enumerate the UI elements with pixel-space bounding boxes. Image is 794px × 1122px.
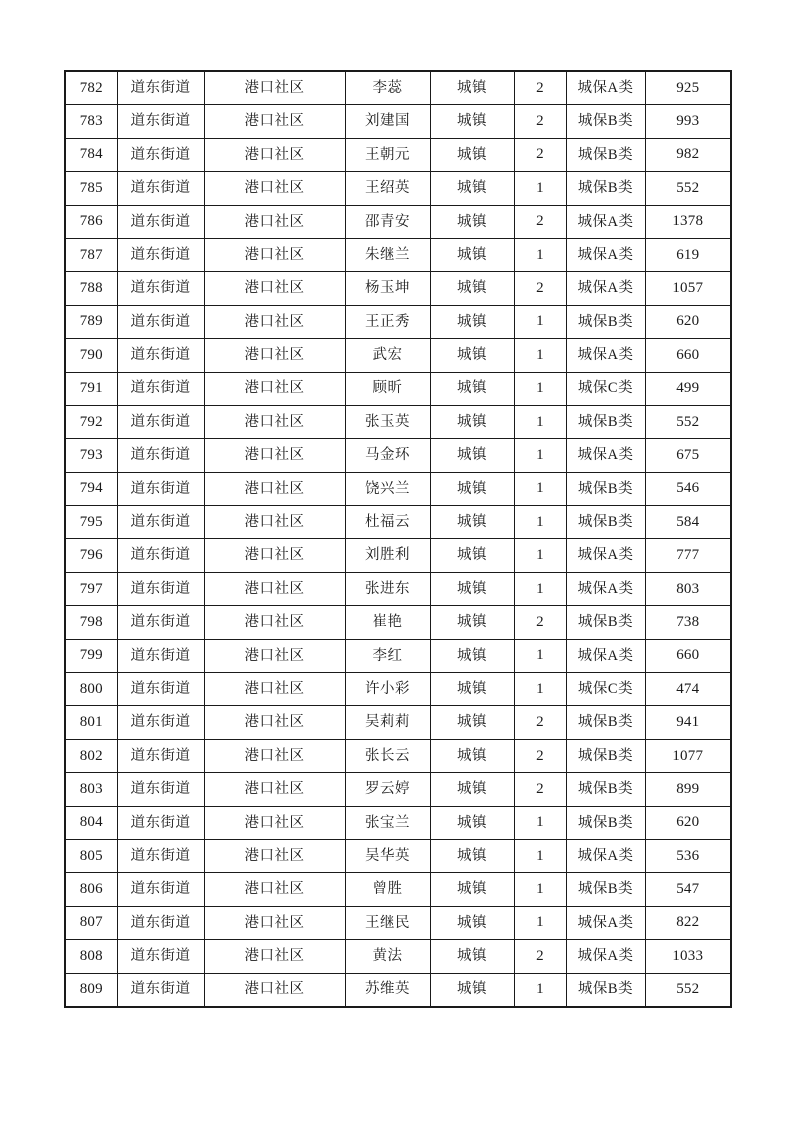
- cell-insurance_category: 城保A类: [566, 572, 645, 605]
- cell-street: 道东街道: [117, 906, 204, 939]
- cell-residence_type: 城镇: [430, 572, 514, 605]
- cell-serial_number: 784: [65, 138, 117, 171]
- cell-community: 港口社区: [204, 339, 345, 372]
- cell-insurance_category: 城保B类: [566, 973, 645, 1007]
- cell-street: 道东街道: [117, 238, 204, 271]
- cell-insurance_category: 城保A类: [566, 205, 645, 238]
- cell-insurance_category: 城保A类: [566, 238, 645, 271]
- cell-amount: 619: [645, 238, 731, 271]
- cell-person_count: 1: [514, 472, 566, 505]
- cell-residence_type: 城镇: [430, 673, 514, 706]
- cell-person_count: 1: [514, 305, 566, 338]
- table-row: [65, 439, 731, 472]
- cell-amount: 993: [645, 105, 731, 138]
- records-table: [64, 70, 732, 1008]
- cell-community: 港口社区: [204, 272, 345, 305]
- cell-insurance_category: 城保A类: [566, 71, 645, 105]
- cell-serial_number: 789: [65, 305, 117, 338]
- cell-insurance_category: 城保A类: [566, 439, 645, 472]
- cell-amount: 941: [645, 706, 731, 739]
- cell-name: 饶兴兰: [345, 472, 430, 505]
- cell-amount: 982: [645, 138, 731, 171]
- cell-residence_type: 城镇: [430, 906, 514, 939]
- cell-insurance_category: 城保B类: [566, 806, 645, 839]
- records-table-body: [65, 71, 731, 1007]
- cell-amount: 546: [645, 472, 731, 505]
- cell-person_count: 1: [514, 873, 566, 906]
- cell-amount: 675: [645, 439, 731, 472]
- table-row: [65, 539, 731, 572]
- cell-street: 道东街道: [117, 839, 204, 872]
- cell-serial_number: 803: [65, 773, 117, 806]
- cell-community: 港口社区: [204, 372, 345, 405]
- cell-street: 道东街道: [117, 472, 204, 505]
- cell-community: 港口社区: [204, 873, 345, 906]
- cell-street: 道东街道: [117, 572, 204, 605]
- cell-residence_type: 城镇: [430, 706, 514, 739]
- cell-residence_type: 城镇: [430, 138, 514, 171]
- cell-community: 港口社区: [204, 940, 345, 973]
- table-row: [65, 973, 731, 1007]
- cell-insurance_category: 城保A类: [566, 539, 645, 572]
- table-row: [65, 372, 731, 405]
- cell-serial_number: 782: [65, 71, 117, 105]
- table-row: [65, 940, 731, 973]
- cell-community: 港口社区: [204, 673, 345, 706]
- cell-community: 港口社区: [204, 105, 345, 138]
- table-row: [65, 105, 731, 138]
- cell-person_count: 1: [514, 172, 566, 205]
- table-row: [65, 238, 731, 271]
- cell-insurance_category: 城保C类: [566, 372, 645, 405]
- cell-residence_type: 城镇: [430, 739, 514, 772]
- cell-amount: 620: [645, 305, 731, 338]
- cell-street: 道东街道: [117, 539, 204, 572]
- table-row: [65, 606, 731, 639]
- cell-street: 道东街道: [117, 372, 204, 405]
- cell-serial_number: 793: [65, 439, 117, 472]
- cell-name: 朱继兰: [345, 238, 430, 271]
- cell-name: 罗云婷: [345, 773, 430, 806]
- cell-residence_type: 城镇: [430, 272, 514, 305]
- cell-insurance_category: 城保A类: [566, 639, 645, 672]
- cell-name: 杜福云: [345, 506, 430, 539]
- cell-amount: 584: [645, 506, 731, 539]
- table-row: [65, 706, 731, 739]
- cell-residence_type: 城镇: [430, 873, 514, 906]
- cell-residence_type: 城镇: [430, 205, 514, 238]
- cell-person_count: 2: [514, 105, 566, 138]
- cell-insurance_category: 城保B类: [566, 138, 645, 171]
- cell-insurance_category: 城保B类: [566, 773, 645, 806]
- cell-street: 道东街道: [117, 205, 204, 238]
- cell-amount: 1057: [645, 272, 731, 305]
- cell-name: 刘建国: [345, 105, 430, 138]
- cell-residence_type: 城镇: [430, 606, 514, 639]
- cell-amount: 1378: [645, 205, 731, 238]
- cell-serial_number: 802: [65, 739, 117, 772]
- cell-person_count: 2: [514, 606, 566, 639]
- cell-community: 港口社区: [204, 739, 345, 772]
- cell-serial_number: 808: [65, 940, 117, 973]
- cell-residence_type: 城镇: [430, 773, 514, 806]
- cell-name: 王绍英: [345, 172, 430, 205]
- cell-street: 道东街道: [117, 706, 204, 739]
- cell-street: 道东街道: [117, 773, 204, 806]
- cell-serial_number: 796: [65, 539, 117, 572]
- cell-serial_number: 799: [65, 639, 117, 672]
- cell-street: 道东街道: [117, 973, 204, 1007]
- cell-street: 道东街道: [117, 305, 204, 338]
- cell-residence_type: 城镇: [430, 539, 514, 572]
- cell-street: 道东街道: [117, 639, 204, 672]
- cell-residence_type: 城镇: [430, 238, 514, 271]
- cell-insurance_category: 城保A类: [566, 906, 645, 939]
- cell-community: 港口社区: [204, 773, 345, 806]
- cell-amount: 899: [645, 773, 731, 806]
- cell-name: 吴华英: [345, 839, 430, 872]
- cell-name: 武宏: [345, 339, 430, 372]
- cell-serial_number: 795: [65, 506, 117, 539]
- cell-person_count: 1: [514, 405, 566, 438]
- cell-person_count: 2: [514, 739, 566, 772]
- cell-serial_number: 792: [65, 405, 117, 438]
- cell-residence_type: 城镇: [430, 439, 514, 472]
- cell-street: 道东街道: [117, 105, 204, 138]
- cell-insurance_category: 城保C类: [566, 673, 645, 706]
- cell-amount: 552: [645, 405, 731, 438]
- cell-name: 许小彩: [345, 673, 430, 706]
- cell-street: 道东街道: [117, 873, 204, 906]
- cell-amount: 660: [645, 339, 731, 372]
- cell-insurance_category: 城保B类: [566, 706, 645, 739]
- cell-street: 道东街道: [117, 940, 204, 973]
- table-row: [65, 472, 731, 505]
- cell-street: 道东街道: [117, 138, 204, 171]
- table-row: [65, 773, 731, 806]
- cell-person_count: 1: [514, 806, 566, 839]
- cell-person_count: 1: [514, 673, 566, 706]
- cell-person_count: 2: [514, 272, 566, 305]
- cell-community: 港口社区: [204, 305, 345, 338]
- cell-person_count: 2: [514, 205, 566, 238]
- cell-community: 港口社区: [204, 238, 345, 271]
- cell-insurance_category: 城保A类: [566, 272, 645, 305]
- cell-residence_type: 城镇: [430, 405, 514, 438]
- cell-amount: 925: [645, 71, 731, 105]
- table-row: [65, 673, 731, 706]
- cell-amount: 620: [645, 806, 731, 839]
- cell-residence_type: 城镇: [430, 806, 514, 839]
- cell-name: 曾胜: [345, 873, 430, 906]
- cell-residence_type: 城镇: [430, 372, 514, 405]
- cell-serial_number: 797: [65, 572, 117, 605]
- cell-serial_number: 801: [65, 706, 117, 739]
- cell-person_count: 2: [514, 71, 566, 105]
- table-row: [65, 873, 731, 906]
- cell-amount: 660: [645, 639, 731, 672]
- cell-street: 道东街道: [117, 71, 204, 105]
- table-row: [65, 138, 731, 171]
- cell-residence_type: 城镇: [430, 339, 514, 372]
- cell-insurance_category: 城保B类: [566, 472, 645, 505]
- cell-residence_type: 城镇: [430, 839, 514, 872]
- cell-serial_number: 785: [65, 172, 117, 205]
- cell-insurance_category: 城保B类: [566, 873, 645, 906]
- cell-amount: 547: [645, 873, 731, 906]
- cell-insurance_category: 城保B类: [566, 305, 645, 338]
- cell-serial_number: 790: [65, 339, 117, 372]
- table-row: [65, 506, 731, 539]
- cell-name: 李红: [345, 639, 430, 672]
- table-row: [65, 906, 731, 939]
- cell-serial_number: 786: [65, 205, 117, 238]
- cell-name: 王继民: [345, 906, 430, 939]
- cell-name: 张宝兰: [345, 806, 430, 839]
- cell-person_count: 1: [514, 339, 566, 372]
- cell-residence_type: 城镇: [430, 71, 514, 105]
- cell-insurance_category: 城保B类: [566, 105, 645, 138]
- table-row: [65, 739, 731, 772]
- cell-street: 道东街道: [117, 172, 204, 205]
- table-row: [65, 572, 731, 605]
- cell-person_count: 1: [514, 906, 566, 939]
- cell-person_count: 2: [514, 773, 566, 806]
- cell-residence_type: 城镇: [430, 506, 514, 539]
- cell-serial_number: 798: [65, 606, 117, 639]
- table-row: [65, 272, 731, 305]
- cell-amount: 1077: [645, 739, 731, 772]
- cell-street: 道东街道: [117, 739, 204, 772]
- cell-name: 张进东: [345, 572, 430, 605]
- cell-insurance_category: 城保B类: [566, 172, 645, 205]
- cell-street: 道东街道: [117, 405, 204, 438]
- cell-amount: 552: [645, 973, 731, 1007]
- cell-person_count: 1: [514, 572, 566, 605]
- cell-community: 港口社区: [204, 806, 345, 839]
- cell-serial_number: 800: [65, 673, 117, 706]
- cell-serial_number: 787: [65, 238, 117, 271]
- table-row: [65, 172, 731, 205]
- cell-community: 港口社区: [204, 472, 345, 505]
- cell-insurance_category: 城保B类: [566, 506, 645, 539]
- cell-amount: 474: [645, 673, 731, 706]
- cell-name: 吴莉莉: [345, 706, 430, 739]
- cell-community: 港口社区: [204, 405, 345, 438]
- cell-insurance_category: 城保A类: [566, 940, 645, 973]
- cell-community: 港口社区: [204, 205, 345, 238]
- table-row: [65, 305, 731, 338]
- cell-community: 港口社区: [204, 839, 345, 872]
- cell-community: 港口社区: [204, 506, 345, 539]
- cell-person_count: 1: [514, 506, 566, 539]
- cell-name: 马金环: [345, 439, 430, 472]
- cell-street: 道东街道: [117, 506, 204, 539]
- cell-person_count: 1: [514, 439, 566, 472]
- cell-person_count: 1: [514, 539, 566, 572]
- cell-street: 道东街道: [117, 606, 204, 639]
- table-row: [65, 639, 731, 672]
- cell-name: 黄法: [345, 940, 430, 973]
- cell-insurance_category: 城保B类: [566, 739, 645, 772]
- cell-serial_number: 783: [65, 105, 117, 138]
- cell-community: 港口社区: [204, 172, 345, 205]
- cell-name: 王朝元: [345, 138, 430, 171]
- cell-community: 港口社区: [204, 606, 345, 639]
- cell-residence_type: 城镇: [430, 172, 514, 205]
- cell-insurance_category: 城保A类: [566, 339, 645, 372]
- cell-person_count: 1: [514, 639, 566, 672]
- cell-amount: 803: [645, 572, 731, 605]
- cell-street: 道东街道: [117, 673, 204, 706]
- cell-community: 港口社区: [204, 906, 345, 939]
- cell-street: 道东街道: [117, 272, 204, 305]
- cell-residence_type: 城镇: [430, 105, 514, 138]
- cell-person_count: 2: [514, 940, 566, 973]
- cell-amount: 822: [645, 906, 731, 939]
- cell-name: 李蕊: [345, 71, 430, 105]
- cell-name: 邵青安: [345, 205, 430, 238]
- cell-name: 张长云: [345, 739, 430, 772]
- table-row: [65, 405, 731, 438]
- cell-insurance_category: 城保B类: [566, 606, 645, 639]
- cell-serial_number: 791: [65, 372, 117, 405]
- cell-person_count: 1: [514, 839, 566, 872]
- table-row: [65, 71, 731, 105]
- cell-serial_number: 806: [65, 873, 117, 906]
- cell-serial_number: 804: [65, 806, 117, 839]
- cell-community: 港口社区: [204, 572, 345, 605]
- cell-residence_type: 城镇: [430, 639, 514, 672]
- cell-person_count: 1: [514, 973, 566, 1007]
- cell-person_count: 2: [514, 706, 566, 739]
- cell-street: 道东街道: [117, 806, 204, 839]
- cell-person_count: 1: [514, 238, 566, 271]
- cell-serial_number: 809: [65, 973, 117, 1007]
- cell-serial_number: 805: [65, 839, 117, 872]
- cell-serial_number: 794: [65, 472, 117, 505]
- cell-person_count: 1: [514, 372, 566, 405]
- cell-residence_type: 城镇: [430, 973, 514, 1007]
- cell-insurance_category: 城保B类: [566, 405, 645, 438]
- cell-name: 苏维英: [345, 973, 430, 1007]
- cell-person_count: 2: [514, 138, 566, 171]
- cell-community: 港口社区: [204, 639, 345, 672]
- cell-community: 港口社区: [204, 539, 345, 572]
- cell-serial_number: 807: [65, 906, 117, 939]
- cell-residence_type: 城镇: [430, 472, 514, 505]
- cell-name: 刘胜利: [345, 539, 430, 572]
- cell-community: 港口社区: [204, 706, 345, 739]
- cell-amount: 1033: [645, 940, 731, 973]
- cell-amount: 499: [645, 372, 731, 405]
- cell-amount: 738: [645, 606, 731, 639]
- cell-residence_type: 城镇: [430, 940, 514, 973]
- cell-name: 顾昕: [345, 372, 430, 405]
- cell-street: 道东街道: [117, 439, 204, 472]
- cell-name: 杨玉坤: [345, 272, 430, 305]
- table-row: [65, 806, 731, 839]
- table-row: [65, 205, 731, 238]
- table-row: [65, 339, 731, 372]
- cell-community: 港口社区: [204, 439, 345, 472]
- cell-amount: 552: [645, 172, 731, 205]
- cell-amount: 777: [645, 539, 731, 572]
- cell-name: 王正秀: [345, 305, 430, 338]
- cell-residence_type: 城镇: [430, 305, 514, 338]
- cell-street: 道东街道: [117, 339, 204, 372]
- cell-name: 崔艳: [345, 606, 430, 639]
- cell-serial_number: 788: [65, 272, 117, 305]
- cell-community: 港口社区: [204, 71, 345, 105]
- table-row: [65, 839, 731, 872]
- cell-community: 港口社区: [204, 138, 345, 171]
- cell-insurance_category: 城保A类: [566, 839, 645, 872]
- cell-amount: 536: [645, 839, 731, 872]
- cell-name: 张玉英: [345, 405, 430, 438]
- cell-community: 港口社区: [204, 973, 345, 1007]
